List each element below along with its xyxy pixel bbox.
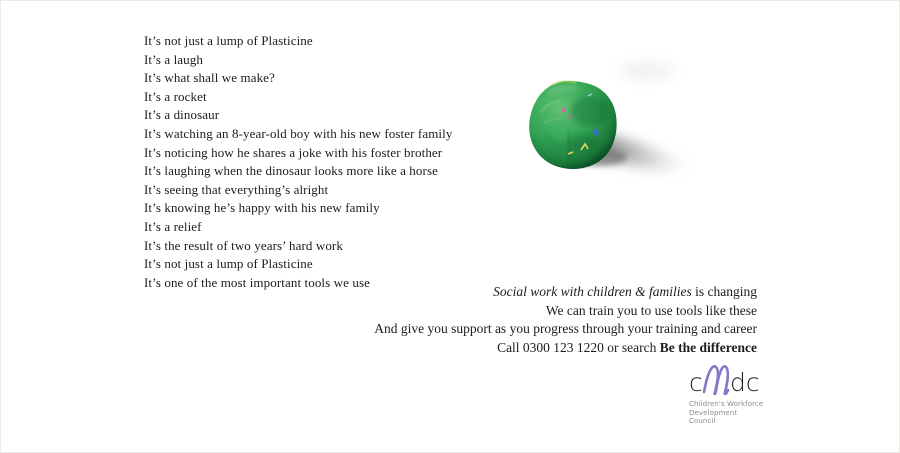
logo-org-line-2: Development Council bbox=[689, 408, 738, 425]
copy-line: It’s laughing when the dinosaur looks more like a horse bbox=[144, 163, 438, 179]
tagline-line-3: And give you support as you progress through your training and career bbox=[374, 321, 757, 336]
logo-letters-dc: dc bbox=[730, 368, 760, 395]
tagline-block bbox=[374, 283, 757, 357]
copy-line: It’s not just a lump of Plasticine bbox=[144, 33, 313, 48]
logo-org-name bbox=[689, 400, 764, 426]
copy-line: It’s watching an 8-year-old boy with his new foster family bbox=[144, 125, 453, 141]
copy-line: It’s a dinosaur bbox=[144, 107, 220, 123]
call-number-text: Call 0300 123 1220 or search bbox=[497, 339, 660, 355]
logo-letter-c: c bbox=[689, 368, 703, 395]
copy-line: It’s a rocket bbox=[144, 88, 207, 104]
copy-line: It’s one of the most important tools we use bbox=[144, 274, 370, 290]
copy-line: It’s knowing he’s happy with his new family bbox=[144, 200, 380, 216]
copy-line: It’s a relief bbox=[144, 218, 202, 234]
tagline-line-2: We can train you to use tools like these bbox=[545, 302, 757, 318]
copy-line: It’s a laugh bbox=[144, 51, 203, 67]
copy-line: It’s what shall we make? bbox=[144, 70, 275, 86]
tagline-line-4 bbox=[374, 339, 757, 358]
campaign-name: Be the difference bbox=[659, 339, 757, 355]
copy-list bbox=[144, 32, 452, 292]
copy-line: It’s seeing that everything’s alright bbox=[144, 181, 329, 197]
tagline-rest: is changing bbox=[691, 284, 757, 299]
plasticine-ball-image bbox=[451, 41, 751, 241]
ball-body bbox=[529, 81, 616, 169]
tagline-line-1 bbox=[374, 283, 757, 302]
cwdc-logo bbox=[689, 364, 764, 426]
faint-smudge bbox=[619, 63, 675, 79]
logo-org-line-1: Children's Workforce bbox=[689, 400, 764, 408]
copy-line: It’s the result of two years’ hard work bbox=[144, 237, 343, 253]
cwdc-logo-mark bbox=[689, 364, 761, 395]
copy-line: It’s noticing how he shares a joke with his foster brother bbox=[144, 144, 443, 160]
tagline-italic: Social work with children & families bbox=[493, 284, 692, 299]
copy-line: It’s not just a lump of Plasticine bbox=[144, 256, 313, 272]
logo-w-mark bbox=[704, 366, 728, 394]
